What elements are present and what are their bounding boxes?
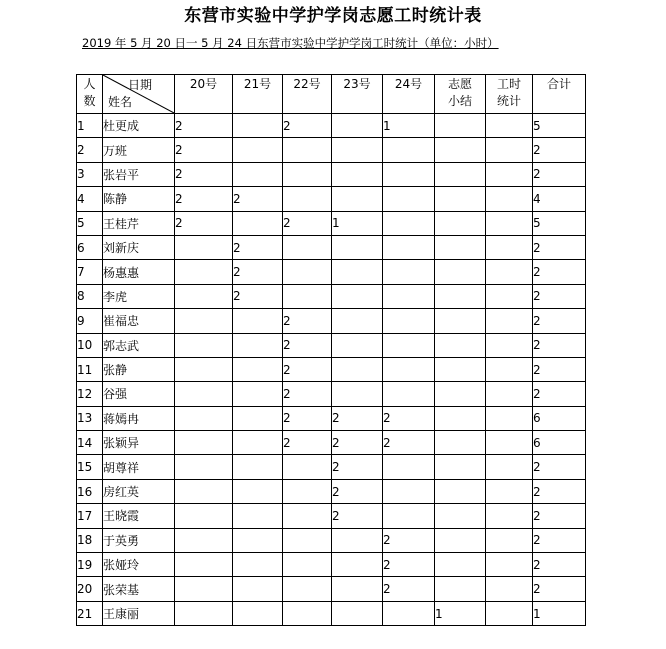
day-23-hours-cell: 1 bbox=[332, 211, 383, 235]
total-hours-cell: 6 bbox=[533, 431, 586, 455]
day-20-hours-cell: 2 bbox=[175, 114, 233, 138]
day-23-hours-cell bbox=[332, 601, 383, 625]
day-23-hours-cell bbox=[332, 382, 383, 406]
day-21-hours-cell bbox=[233, 162, 283, 186]
hours-stats-cell bbox=[486, 479, 533, 503]
volunteer-summary-cell bbox=[435, 528, 486, 552]
table-row bbox=[77, 284, 586, 308]
day-22-hours-cell bbox=[283, 284, 332, 308]
row-number-cell: 17 bbox=[77, 504, 103, 528]
table-row bbox=[77, 187, 586, 211]
day-21-hours-cell bbox=[233, 528, 283, 552]
table-row bbox=[77, 357, 586, 381]
table-row bbox=[77, 309, 586, 333]
hours-stats-cell bbox=[486, 431, 533, 455]
volunteer-name-cell: 万班 bbox=[103, 138, 175, 162]
header-stats-line1: 工时 bbox=[496, 77, 521, 91]
volunteer-summary-cell bbox=[435, 187, 486, 211]
day-24-hours-cell bbox=[383, 504, 435, 528]
volunteer-name-cell: 谷强 bbox=[103, 382, 175, 406]
day-20-hours-cell bbox=[175, 601, 233, 625]
day-22-hours-cell bbox=[283, 504, 332, 528]
volunteer-name-cell: 杨惠惠 bbox=[103, 260, 175, 284]
day-20-hours-cell bbox=[175, 235, 233, 259]
row-number-cell: 11 bbox=[77, 357, 103, 381]
header-day-24: 24号 bbox=[383, 75, 435, 114]
volunteer-summary-cell bbox=[435, 357, 486, 381]
day-20-hours-cell bbox=[175, 455, 233, 479]
day-24-hours-cell bbox=[383, 187, 435, 211]
volunteer-name-cell: 陈静 bbox=[103, 187, 175, 211]
hours-stats-cell bbox=[486, 162, 533, 186]
total-hours-cell: 2 bbox=[533, 382, 586, 406]
volunteer-summary-cell bbox=[435, 577, 486, 601]
volunteer-summary-cell bbox=[435, 211, 486, 235]
day-24-hours-cell bbox=[383, 162, 435, 186]
day-22-hours-cell: 2 bbox=[283, 333, 332, 357]
row-number-cell: 12 bbox=[77, 382, 103, 406]
day-20-hours-cell: 2 bbox=[175, 138, 233, 162]
hours-stats-cell bbox=[486, 284, 533, 308]
total-hours-cell: 2 bbox=[533, 309, 586, 333]
row-number-cell: 2 bbox=[77, 138, 103, 162]
day-23-hours-cell bbox=[332, 187, 383, 211]
header-date-name-corner bbox=[103, 75, 175, 114]
header-person-count-line2: 数 bbox=[83, 94, 96, 108]
volunteer-name-cell: 张岩平 bbox=[103, 162, 175, 186]
volunteer-name-cell: 蒋嫣冉 bbox=[103, 406, 175, 430]
hours-stats-cell bbox=[486, 309, 533, 333]
header-summary-line1: 志愿 bbox=[447, 77, 472, 91]
row-number-cell: 21 bbox=[77, 601, 103, 625]
day-22-hours-cell bbox=[283, 187, 332, 211]
hours-stats-cell bbox=[486, 235, 533, 259]
volunteer-name-cell: 胡尊祥 bbox=[103, 455, 175, 479]
day-24-hours-cell bbox=[383, 333, 435, 357]
total-hours-cell: 5 bbox=[533, 211, 586, 235]
day-21-hours-cell bbox=[233, 333, 283, 357]
day-22-hours-cell bbox=[283, 162, 332, 186]
hours-stats-cell bbox=[486, 333, 533, 357]
day-22-hours-cell bbox=[283, 553, 332, 577]
volunteer-summary-cell bbox=[435, 309, 486, 333]
day-21-hours-cell: 2 bbox=[233, 260, 283, 284]
row-number-cell: 8 bbox=[77, 284, 103, 308]
volunteer-name-cell: 房红英 bbox=[103, 479, 175, 503]
row-number-cell: 7 bbox=[77, 260, 103, 284]
day-24-hours-cell bbox=[383, 284, 435, 308]
document-title: 东营市实验中学护学岗志愿工时统计表 bbox=[184, 6, 482, 26]
day-21-hours-cell bbox=[233, 479, 283, 503]
header-row bbox=[77, 75, 586, 114]
volunteer-summary-cell bbox=[435, 406, 486, 430]
day-23-hours-cell bbox=[332, 357, 383, 381]
table-row bbox=[77, 553, 586, 577]
day-21-hours-cell bbox=[233, 553, 283, 577]
day-23-hours-cell bbox=[332, 333, 383, 357]
table-row bbox=[77, 114, 586, 138]
day-23-hours-cell bbox=[332, 309, 383, 333]
day-22-hours-cell: 2 bbox=[283, 431, 332, 455]
day-20-hours-cell bbox=[175, 309, 233, 333]
total-hours-cell: 2 bbox=[533, 333, 586, 357]
day-23-hours-cell: 2 bbox=[332, 455, 383, 479]
table-row bbox=[77, 235, 586, 259]
volunteer-name-cell: 王晓霞 bbox=[103, 504, 175, 528]
total-hours-cell: 2 bbox=[533, 455, 586, 479]
table-row bbox=[77, 138, 586, 162]
day-24-hours-cell: 2 bbox=[383, 406, 435, 430]
day-21-hours-cell bbox=[233, 357, 283, 381]
day-24-hours-cell: 2 bbox=[383, 431, 435, 455]
volunteer-summary-cell bbox=[435, 284, 486, 308]
day-24-hours-cell bbox=[383, 357, 435, 381]
day-20-hours-cell bbox=[175, 431, 233, 455]
total-hours-cell: 2 bbox=[533, 479, 586, 503]
total-hours-cell: 1 bbox=[533, 601, 586, 625]
volunteer-hours-table bbox=[76, 74, 586, 626]
day-24-hours-cell bbox=[383, 601, 435, 625]
table-row bbox=[77, 333, 586, 357]
table-row bbox=[77, 382, 586, 406]
day-24-hours-cell: 2 bbox=[383, 553, 435, 577]
hours-stats-cell bbox=[486, 187, 533, 211]
volunteer-summary-cell bbox=[435, 333, 486, 357]
table-row bbox=[77, 260, 586, 284]
day-22-hours-cell: 2 bbox=[283, 406, 332, 430]
volunteer-name-cell: 刘新庆 bbox=[103, 235, 175, 259]
volunteer-summary-cell bbox=[435, 235, 486, 259]
hours-stats-cell bbox=[486, 138, 533, 162]
day-20-hours-cell bbox=[175, 357, 233, 381]
day-21-hours-cell bbox=[233, 504, 283, 528]
total-hours-cell: 2 bbox=[533, 235, 586, 259]
day-23-hours-cell bbox=[332, 114, 383, 138]
day-22-hours-cell: 2 bbox=[283, 382, 332, 406]
table-row bbox=[77, 455, 586, 479]
header-day-20: 20号 bbox=[175, 75, 233, 114]
day-20-hours-cell bbox=[175, 333, 233, 357]
day-20-hours-cell: 2 bbox=[175, 211, 233, 235]
volunteer-summary-cell bbox=[435, 504, 486, 528]
day-22-hours-cell bbox=[283, 260, 332, 284]
volunteer-name-cell: 李虎 bbox=[103, 284, 175, 308]
day-22-hours-cell: 2 bbox=[283, 114, 332, 138]
volunteer-summary-cell bbox=[435, 162, 486, 186]
volunteer-name-cell: 于英勇 bbox=[103, 528, 175, 552]
day-24-hours-cell: 1 bbox=[383, 114, 435, 138]
day-23-hours-cell bbox=[332, 138, 383, 162]
header-name-label: 姓名 bbox=[108, 95, 133, 109]
day-21-hours-cell bbox=[233, 114, 283, 138]
day-24-hours-cell bbox=[383, 479, 435, 503]
table-body bbox=[77, 114, 586, 626]
day-20-hours-cell bbox=[175, 284, 233, 308]
row-number-cell: 16 bbox=[77, 479, 103, 503]
header-person-count bbox=[77, 75, 103, 114]
table-row bbox=[77, 431, 586, 455]
day-21-hours-cell bbox=[233, 455, 283, 479]
header-hours-stats bbox=[486, 75, 533, 114]
row-number-cell: 19 bbox=[77, 553, 103, 577]
volunteer-summary-cell bbox=[435, 260, 486, 284]
day-22-hours-cell bbox=[283, 479, 332, 503]
volunteer-name-cell: 王康丽 bbox=[103, 601, 175, 625]
total-hours-cell: 2 bbox=[533, 357, 586, 381]
day-22-hours-cell: 2 bbox=[283, 357, 332, 381]
row-number-cell: 14 bbox=[77, 431, 103, 455]
day-21-hours-cell: 2 bbox=[233, 284, 283, 308]
day-20-hours-cell: 2 bbox=[175, 162, 233, 186]
hours-stats-cell bbox=[486, 455, 533, 479]
day-23-hours-cell: 2 bbox=[332, 479, 383, 503]
day-23-hours-cell bbox=[332, 284, 383, 308]
header-total: 合计 bbox=[533, 75, 586, 114]
total-hours-cell: 2 bbox=[533, 577, 586, 601]
day-21-hours-cell bbox=[233, 138, 283, 162]
volunteer-summary-cell: 1 bbox=[435, 601, 486, 625]
day-21-hours-cell bbox=[233, 382, 283, 406]
total-hours-cell: 2 bbox=[533, 162, 586, 186]
header-summary-line2: 小结 bbox=[447, 94, 472, 108]
table-row bbox=[77, 479, 586, 503]
total-hours-cell: 4 bbox=[533, 187, 586, 211]
row-number-cell: 9 bbox=[77, 309, 103, 333]
day-20-hours-cell bbox=[175, 382, 233, 406]
header-day-23: 23号 bbox=[332, 75, 383, 114]
day-24-hours-cell bbox=[383, 309, 435, 333]
day-21-hours-cell bbox=[233, 309, 283, 333]
day-22-hours-cell bbox=[283, 235, 332, 259]
volunteer-name-cell: 王桂芹 bbox=[103, 211, 175, 235]
day-24-hours-cell bbox=[383, 211, 435, 235]
header-person-count-line1: 人 bbox=[83, 77, 96, 91]
volunteer-name-cell: 张荣基 bbox=[103, 577, 175, 601]
total-hours-cell: 5 bbox=[533, 114, 586, 138]
day-24-hours-cell: 2 bbox=[383, 577, 435, 601]
day-23-hours-cell bbox=[332, 528, 383, 552]
header-stats-line2: 统计 bbox=[496, 94, 521, 108]
row-number-cell: 13 bbox=[77, 406, 103, 430]
volunteer-name-cell: 张颖异 bbox=[103, 431, 175, 455]
volunteer-summary-cell bbox=[435, 138, 486, 162]
row-number-cell: 6 bbox=[77, 235, 103, 259]
day-24-hours-cell bbox=[383, 382, 435, 406]
day-23-hours-cell bbox=[332, 577, 383, 601]
row-number-cell: 4 bbox=[77, 187, 103, 211]
total-hours-cell: 2 bbox=[533, 284, 586, 308]
day-21-hours-cell bbox=[233, 406, 283, 430]
day-20-hours-cell bbox=[175, 504, 233, 528]
day-24-hours-cell bbox=[383, 235, 435, 259]
day-23-hours-cell: 2 bbox=[332, 504, 383, 528]
day-21-hours-cell bbox=[233, 211, 283, 235]
row-number-cell: 15 bbox=[77, 455, 103, 479]
day-21-hours-cell bbox=[233, 577, 283, 601]
day-24-hours-cell bbox=[383, 138, 435, 162]
day-20-hours-cell bbox=[175, 260, 233, 284]
volunteer-name-cell: 郭志武 bbox=[103, 333, 175, 357]
day-21-hours-cell: 2 bbox=[233, 187, 283, 211]
hours-stats-cell bbox=[486, 528, 533, 552]
table-row bbox=[77, 601, 586, 625]
header-day-22: 22号 bbox=[283, 75, 332, 114]
header-day-21: 21号 bbox=[233, 75, 283, 114]
table-row bbox=[77, 528, 586, 552]
day-20-hours-cell bbox=[175, 553, 233, 577]
total-hours-cell: 2 bbox=[533, 553, 586, 577]
table-row bbox=[77, 504, 586, 528]
volunteer-name-cell: 张静 bbox=[103, 357, 175, 381]
header-volunteer-summary bbox=[435, 75, 486, 114]
day-20-hours-cell bbox=[175, 406, 233, 430]
hours-stats-cell bbox=[486, 211, 533, 235]
total-hours-cell: 6 bbox=[533, 406, 586, 430]
total-hours-cell: 2 bbox=[533, 528, 586, 552]
day-23-hours-cell: 2 bbox=[332, 431, 383, 455]
row-number-cell: 1 bbox=[77, 114, 103, 138]
row-number-cell: 10 bbox=[77, 333, 103, 357]
volunteer-summary-cell bbox=[435, 114, 486, 138]
day-23-hours-cell: 2 bbox=[332, 406, 383, 430]
table-row bbox=[77, 162, 586, 186]
row-number-cell: 18 bbox=[77, 528, 103, 552]
volunteer-summary-cell bbox=[435, 479, 486, 503]
table-row bbox=[77, 211, 586, 235]
header-date-label: 日期 bbox=[127, 78, 152, 92]
day-22-hours-cell bbox=[283, 577, 332, 601]
volunteer-summary-cell bbox=[435, 431, 486, 455]
table-row bbox=[77, 577, 586, 601]
total-hours-cell: 2 bbox=[533, 138, 586, 162]
volunteer-summary-cell bbox=[435, 455, 486, 479]
day-22-hours-cell bbox=[283, 528, 332, 552]
day-23-hours-cell bbox=[332, 162, 383, 186]
row-number-cell: 3 bbox=[77, 162, 103, 186]
row-number-cell: 20 bbox=[77, 577, 103, 601]
day-21-hours-cell bbox=[233, 601, 283, 625]
hours-stats-cell bbox=[486, 114, 533, 138]
volunteer-name-cell: 张娅玲 bbox=[103, 553, 175, 577]
hours-stats-cell bbox=[486, 382, 533, 406]
total-hours-cell: 2 bbox=[533, 260, 586, 284]
hours-stats-cell bbox=[486, 504, 533, 528]
table-row bbox=[77, 406, 586, 430]
day-24-hours-cell bbox=[383, 455, 435, 479]
day-24-hours-cell: 2 bbox=[383, 528, 435, 552]
day-20-hours-cell bbox=[175, 479, 233, 503]
hours-stats-cell bbox=[486, 601, 533, 625]
day-22-hours-cell bbox=[283, 455, 332, 479]
day-23-hours-cell bbox=[332, 260, 383, 284]
day-20-hours-cell: 2 bbox=[175, 187, 233, 211]
volunteer-name-cell: 崔福忠 bbox=[103, 309, 175, 333]
document-subtitle: 2019 年 5 月 20 日一 5 月 24 日东营市实验中学护学岗工时统计（单位：小时） bbox=[82, 36, 499, 50]
day-22-hours-cell: 2 bbox=[283, 211, 332, 235]
day-20-hours-cell bbox=[175, 528, 233, 552]
hours-stats-cell bbox=[486, 553, 533, 577]
total-hours-cell: 2 bbox=[533, 504, 586, 528]
day-22-hours-cell: 2 bbox=[283, 309, 332, 333]
volunteer-summary-cell bbox=[435, 382, 486, 406]
hours-stats-cell bbox=[486, 406, 533, 430]
day-20-hours-cell bbox=[175, 577, 233, 601]
day-24-hours-cell bbox=[383, 260, 435, 284]
day-23-hours-cell bbox=[332, 553, 383, 577]
row-number-cell: 5 bbox=[77, 211, 103, 235]
day-21-hours-cell: 2 bbox=[233, 235, 283, 259]
hours-stats-cell bbox=[486, 260, 533, 284]
volunteer-name-cell: 杜更成 bbox=[103, 114, 175, 138]
hours-stats-cell bbox=[486, 577, 533, 601]
day-22-hours-cell bbox=[283, 601, 332, 625]
day-21-hours-cell bbox=[233, 431, 283, 455]
day-22-hours-cell bbox=[283, 138, 332, 162]
hours-stats-cell bbox=[486, 357, 533, 381]
volunteer-summary-cell bbox=[435, 553, 486, 577]
day-23-hours-cell bbox=[332, 235, 383, 259]
